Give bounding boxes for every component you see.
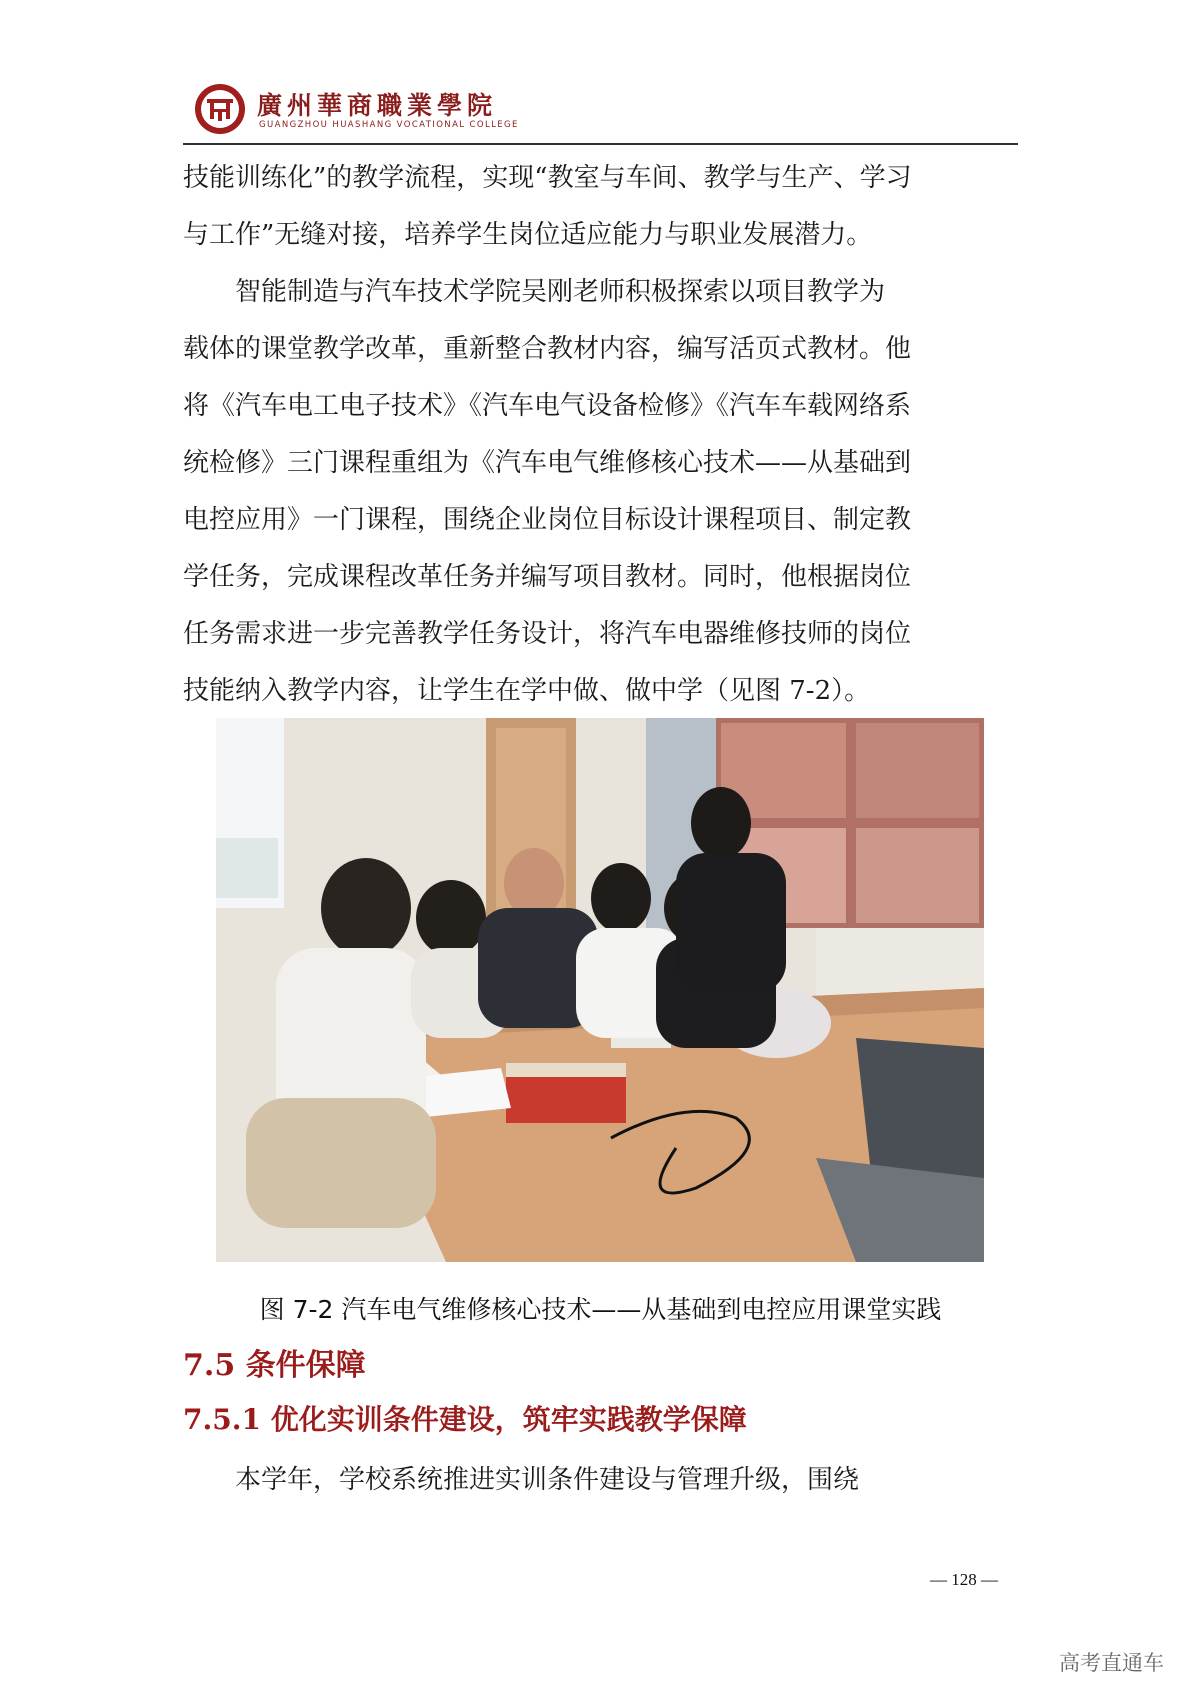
college-logo-icon (193, 82, 247, 136)
text-line: 统检修》三门课程重组为《汽车电气维修核心技术——从基础到 (183, 448, 912, 478)
text-line: 电控应用》一门课程，围绕企业岗位目标设计课程项目、制定教 (183, 505, 912, 535)
text-line: 技能纳入教学内容，让学生在学中做、做中学（见图 7-2）。 (183, 676, 871, 706)
section-heading: 7.5 条件保障 (183, 1348, 366, 1383)
text-line: 载体的课堂教学改革，重新整合教材内容，编写活页式教材。他 (183, 334, 912, 364)
page-number: — 128 — (930, 1570, 998, 1589)
subsection-heading: 7.5.1 优化实训条件建设，筑牢实践教学保障 (183, 1403, 747, 1436)
text-line: 学任务，完成课程改革任务并编写项目教材。同时，他根据岗位 (183, 562, 912, 592)
text-line: 智能制造与汽车技术学院吴刚老师积极探索以项目教学为 (235, 277, 886, 307)
text-line: 任务需求进一步完善教学任务设计，将汽车电器维修技师的岗位 (183, 619, 912, 649)
paragraph-training-conditions: 本学年，学校系统推进实训条件建设与管理升级，围绕 (235, 1465, 860, 1495)
page-header (183, 78, 1018, 142)
text-line: 与工作”无缝对接，培养学生岗位适应能力与职业发展潜力。 (183, 220, 873, 250)
paragraph-continuation (183, 150, 1018, 264)
school-name-en: GUANGZHOU HUASHANG VOCATIONAL COLLEGE (259, 120, 519, 130)
body-text (183, 150, 1018, 720)
paragraph-wu-gang (183, 264, 1018, 720)
figure-caption: 图 7-2 汽车电气维修核心技术——从基础到电控应用课堂实践 (259, 1295, 942, 1324)
text-line: 将《汽车电工电子技术》《汽车电气设备检修》《汽车车载网络系 (183, 391, 912, 421)
school-name-cn: 廣州華商職業學院 (257, 91, 498, 120)
text-line: 技能训练化”的教学流程，实现“教室与车间、教学与生产、学习 (183, 163, 912, 193)
classroom-practice-photo (216, 718, 984, 1262)
watermark-text: 高考直通车 (1059, 1651, 1164, 1675)
header-divider (183, 143, 1018, 145)
